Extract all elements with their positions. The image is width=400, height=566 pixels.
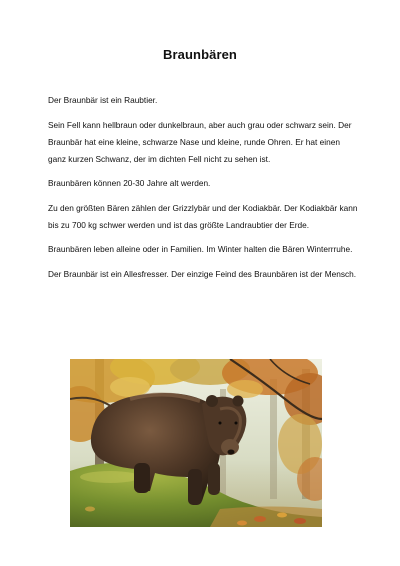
paragraph-habits: Braunbären leben alleine oder in Familien. Im Winter halten die Bären Winterrruhe. [48,244,353,254]
bear-photo [70,359,322,527]
paragraph-age: Braunbären können 20-30 Jahre alt werden. [48,178,211,188]
paragraph-diet: Der Braunbär ist ein Allesfresser. Der einzige Feind des Braunbären ist der Mensch. [48,268,357,279]
paragraph-species: Zu den größten Bären zählen der Grizzlybär und der Kodiakbär. Der Kodiakbär kann bis zu 700 kg schwer werden und ist das größte Landraubtier der Erde. [48,202,358,230]
document-body [48,92,358,290]
paragraph-intro: Der Braunbär ist ein Raubtier. [48,95,158,105]
page-title: Braunbären [163,47,237,62]
bear-illustration [70,359,322,527]
paragraph-fur: Sein Fell kann hellbraun oder dunkelbraun, aber auch grau oder schwarz sein. Der Braunbär hat eine kleine, schwarze Nase und kleine, runde Ohren. Er hat einen ganz kurzen Schwanz, der im dichten Fell nicht zu sehen ist. [48,119,352,164]
